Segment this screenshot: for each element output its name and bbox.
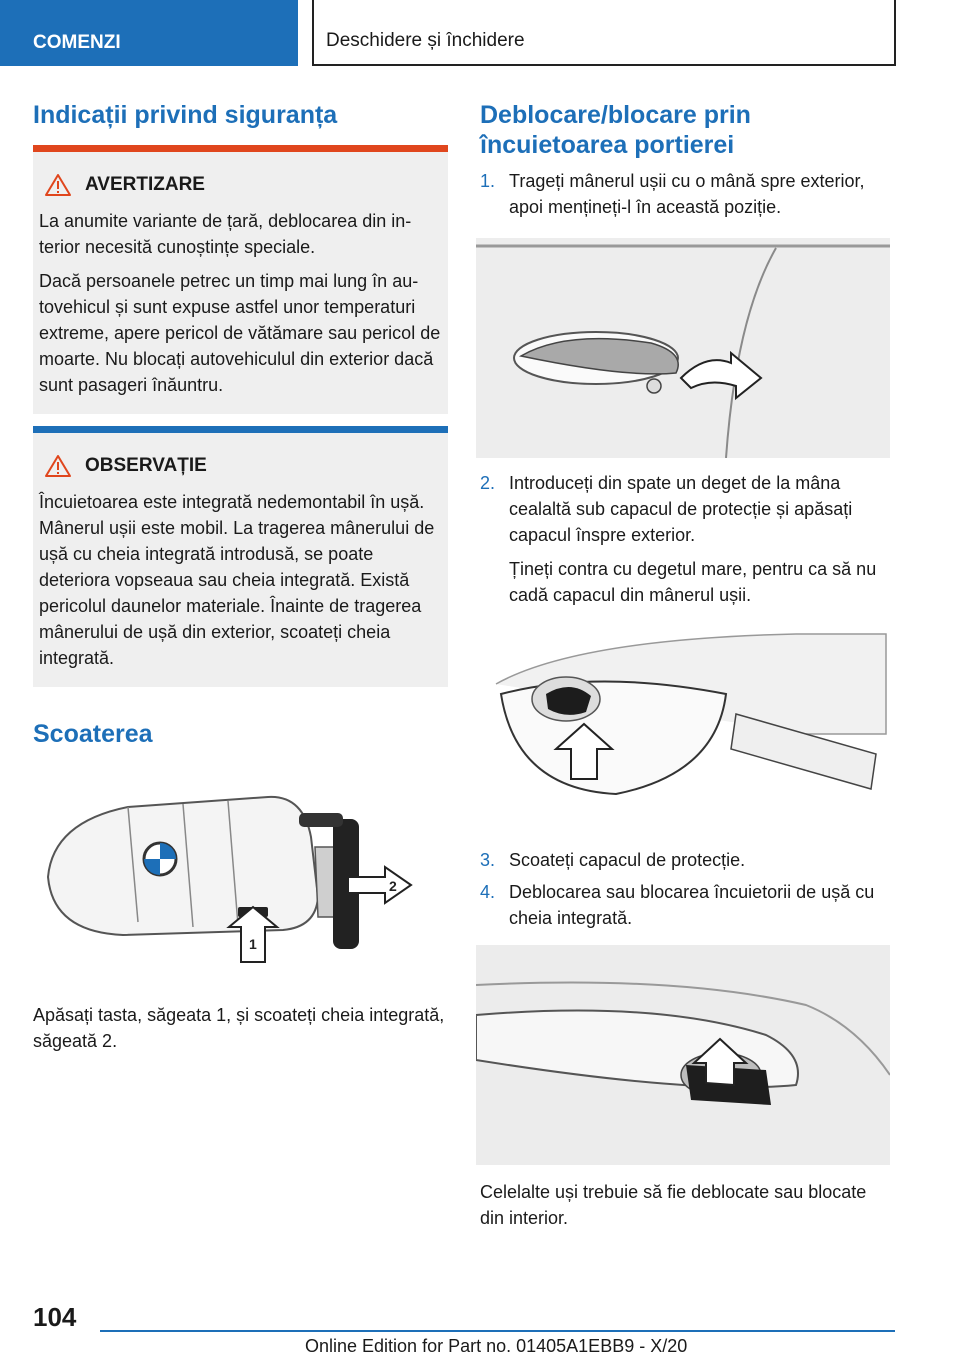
door-handle-pull-illustration: [476, 238, 890, 458]
door-lock-heading: Deblocare/blocare prin încuietoarea portierei: [480, 101, 751, 159]
safety-heading: Indicații privind siguranța: [33, 101, 338, 129]
section-title: Deschidere și închidere: [312, 0, 896, 66]
warning-header: [39, 172, 442, 198]
step-text: Țineți contra cu degetul mare, pentru ca să nu cadă capacul din mânerul ușii.: [509, 559, 877, 605]
page-header: [0, 0, 960, 66]
note-title: OBSERVAȚIE: [85, 455, 207, 476]
footer-divider: [100, 1330, 895, 1332]
step-item: [480, 168, 892, 220]
step-number: 2.: [480, 473, 496, 493]
closing-text: Celelalte uși trebuie să fie deblocate sau blocate din interior.: [480, 1182, 867, 1228]
warning-title: AVERTIZARE: [85, 174, 205, 195]
note-text: Încuietoarea este integrată nedemontabil în ușă. Mânerul ușii este mobil. La tragerea mânerului de ușă cu cheia integrată introdusă, se poate deteriora vopseaua sau cheia integrată. Există pericolul daunelor materiale. Înainte de tragerea mânerului de ușă din exterior, scoateți cheia integrată.: [39, 492, 435, 668]
protective-cap-illustration: [476, 624, 890, 829]
note-header: [39, 453, 442, 479]
step-number: 4.: [480, 882, 496, 902]
warning-triangle-icon: [43, 172, 83, 198]
callout-2: 2: [389, 878, 397, 894]
edition-text: Online Edition for Part no. 01405A1EBB9 - X/20: [305, 1336, 688, 1356]
step-list: [480, 847, 892, 931]
left-column: [33, 100, 448, 1054]
removal-heading: Scoaterea: [33, 720, 153, 748]
step-list: [480, 168, 892, 220]
step-list: [480, 470, 892, 608]
right-column: [480, 100, 892, 1231]
step-number: 1.: [480, 171, 496, 191]
step-text: Trageți mânerul ușii cu o mână spre exterior, apoi mențineți-l în această poziție.: [509, 171, 865, 217]
key-in-lock-illustration: [476, 945, 890, 1165]
warning-text-1: La anumite variante de țară, deblocarea din interior necesită cunoștințe speciale.: [39, 211, 412, 257]
step-item: [480, 879, 892, 931]
step-item: [480, 847, 892, 873]
note-box: [33, 426, 448, 687]
key-removal-illustration: [33, 767, 448, 972]
removal-text: Apăsați tasta, săgeata 1, și scoateți cheia integrată, săgeată 2.: [33, 1005, 445, 1051]
warning-text-2: Dacă persoanele petrec un timp mai lung în autovehicul și sunt expuse astfel unor temperaturi extreme, apere pericol de vătămare sau pericol de moarte. Nu blocați autovehiculul din exterior dacă sunt pasageri înăuntru.: [39, 271, 441, 395]
step-text: Deblocarea sau blocarea încuietorii de ușă cu cheia integrată.: [509, 882, 875, 928]
warning-box: [33, 145, 448, 414]
step-text: Scoateți capacul de protecție.: [509, 850, 746, 870]
step-number: 3.: [480, 850, 496, 870]
step-item: [480, 470, 892, 608]
caution-triangle-icon: [43, 453, 83, 479]
chapter-tab[interactable]: COMENZI: [0, 0, 298, 66]
step-text: Introduceți din spate un deget de la mâna cealaltă sub capacul de protecție și apăsați capacul înspre exterior.: [509, 473, 853, 545]
callout-1: 1: [249, 936, 257, 952]
page-number: 104: [33, 1302, 77, 1332]
